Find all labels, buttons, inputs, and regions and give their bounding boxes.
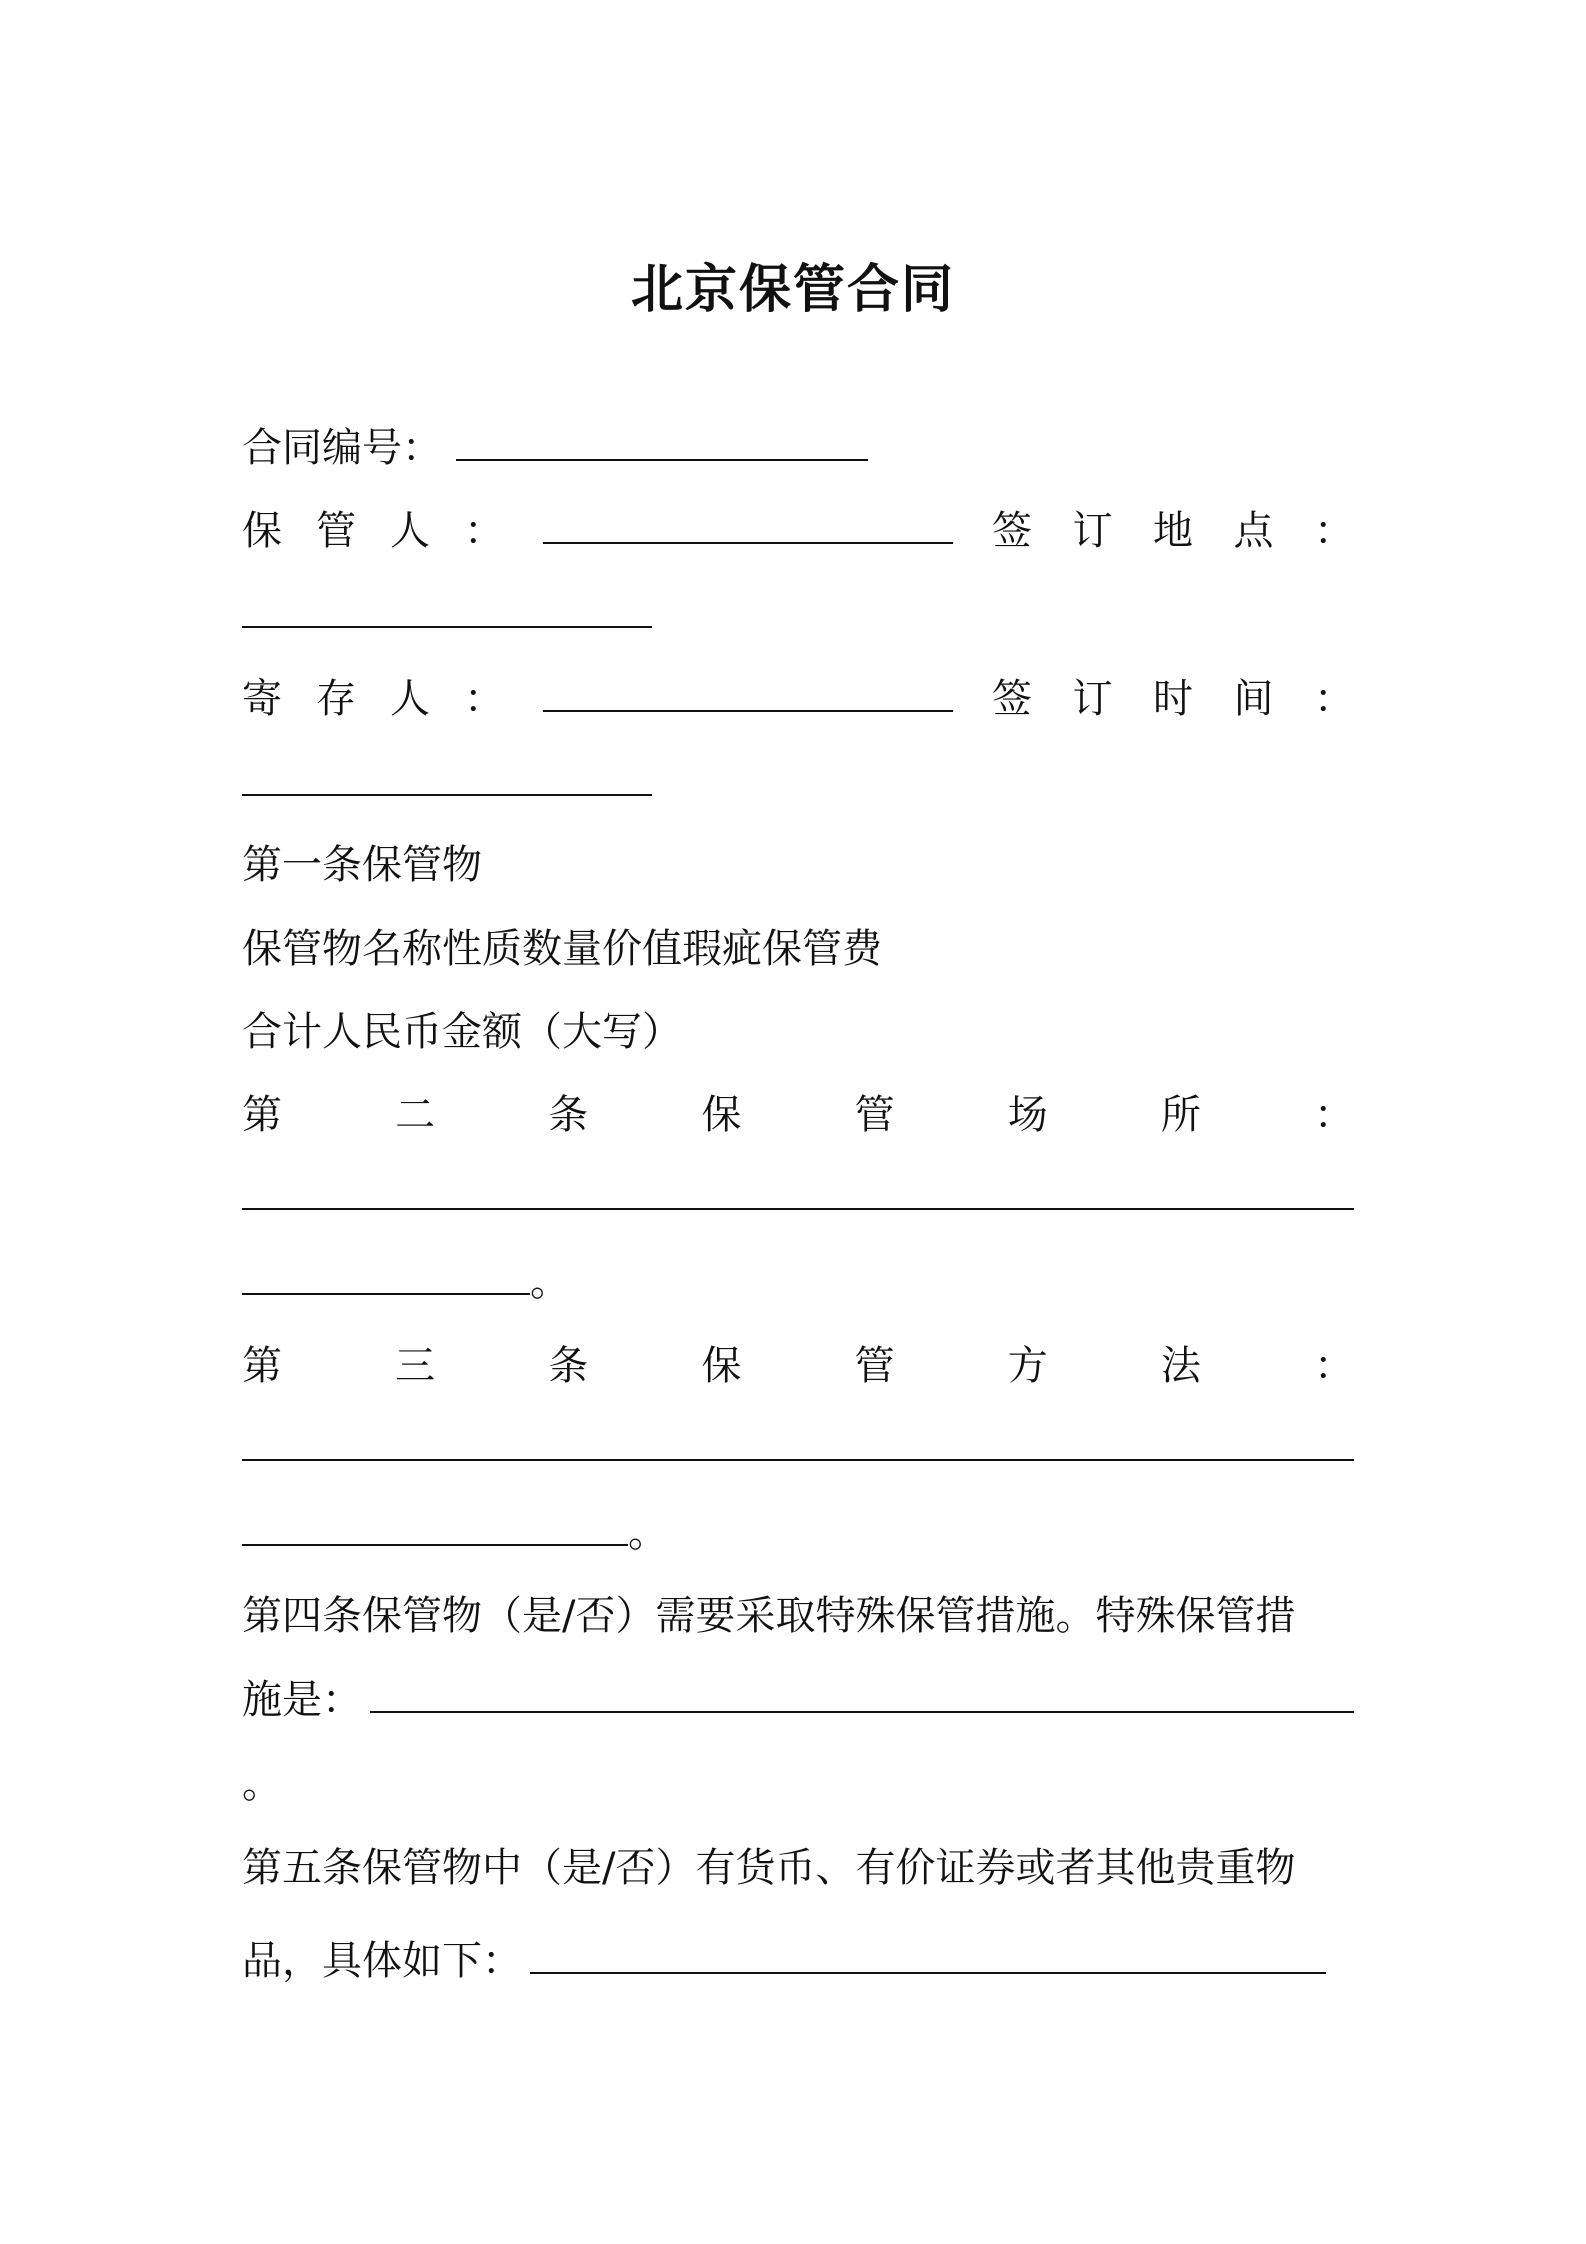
storage-place-blank-cont[interactable] (242, 1257, 530, 1295)
custodian-label: 保 管 人 ： (242, 508, 504, 554)
article5-label: 品，具体如下： (242, 1938, 522, 1984)
article2-blank-line2 (242, 1256, 1354, 1308)
special-measures-blank[interactable] (370, 1675, 1354, 1713)
depositor-blank[interactable] (543, 674, 953, 712)
sign-time-blank[interactable] (242, 758, 652, 796)
contract-number-blank[interactable] (456, 423, 868, 461)
article5-line1: 第五条保管物中（是/否）有货币、有价证券或者其他贵重物 (242, 1845, 1296, 1891)
sign-place-blank[interactable] (242, 590, 652, 628)
article4-line2 (242, 1674, 1354, 1726)
sign-place-line (242, 590, 1354, 628)
article3-period: 。 (628, 1510, 668, 1556)
sign-place-label: 签 订 地 点 ： (992, 508, 1354, 554)
storage-method-blank-cont[interactable] (242, 1508, 628, 1546)
article4-label: 施是： (242, 1677, 362, 1723)
article3-blank-line2 (242, 1507, 1354, 1559)
sign-time-line (242, 758, 1354, 796)
depositor-line (242, 673, 1354, 725)
storage-place-blank[interactable] (242, 1172, 1354, 1210)
storage-method-blank[interactable] (242, 1423, 1354, 1461)
contract-number-line (242, 422, 1354, 474)
article4-line1: 第四条保管物（是/否）需要采取特殊保管措施。特殊保管措 (242, 1593, 1296, 1639)
sign-time-label: 签 订 时 间 ： (992, 676, 1354, 722)
custodian-blank[interactable] (543, 506, 953, 544)
article1-total: 合计人民币金额（大写） (242, 1009, 682, 1055)
article2-blank-line1 (242, 1172, 1354, 1210)
article1-columns: 保管物名称性质数量价值瑕疵保管费 (242, 926, 882, 972)
article5-line2 (242, 1935, 1354, 1987)
article2-period: 。 (530, 1259, 570, 1305)
document-title: 北京保管合同 (630, 260, 955, 320)
article4-period: 。 (242, 1761, 282, 1807)
depositor-label: 寄 存 人 ： (242, 676, 504, 722)
article3-blank-line1 (242, 1423, 1354, 1461)
contract-number-label: 合同编号： (242, 425, 442, 471)
article2-title: 第 二 条 保 管 场 所 ： (242, 1092, 1354, 1138)
valuables-blank[interactable] (530, 1936, 1326, 1974)
article1-title: 第一条保管物 (242, 842, 482, 888)
article3-title: 第 三 条 保 管 方 法 ： (242, 1343, 1354, 1389)
custodian-line (242, 505, 1354, 557)
